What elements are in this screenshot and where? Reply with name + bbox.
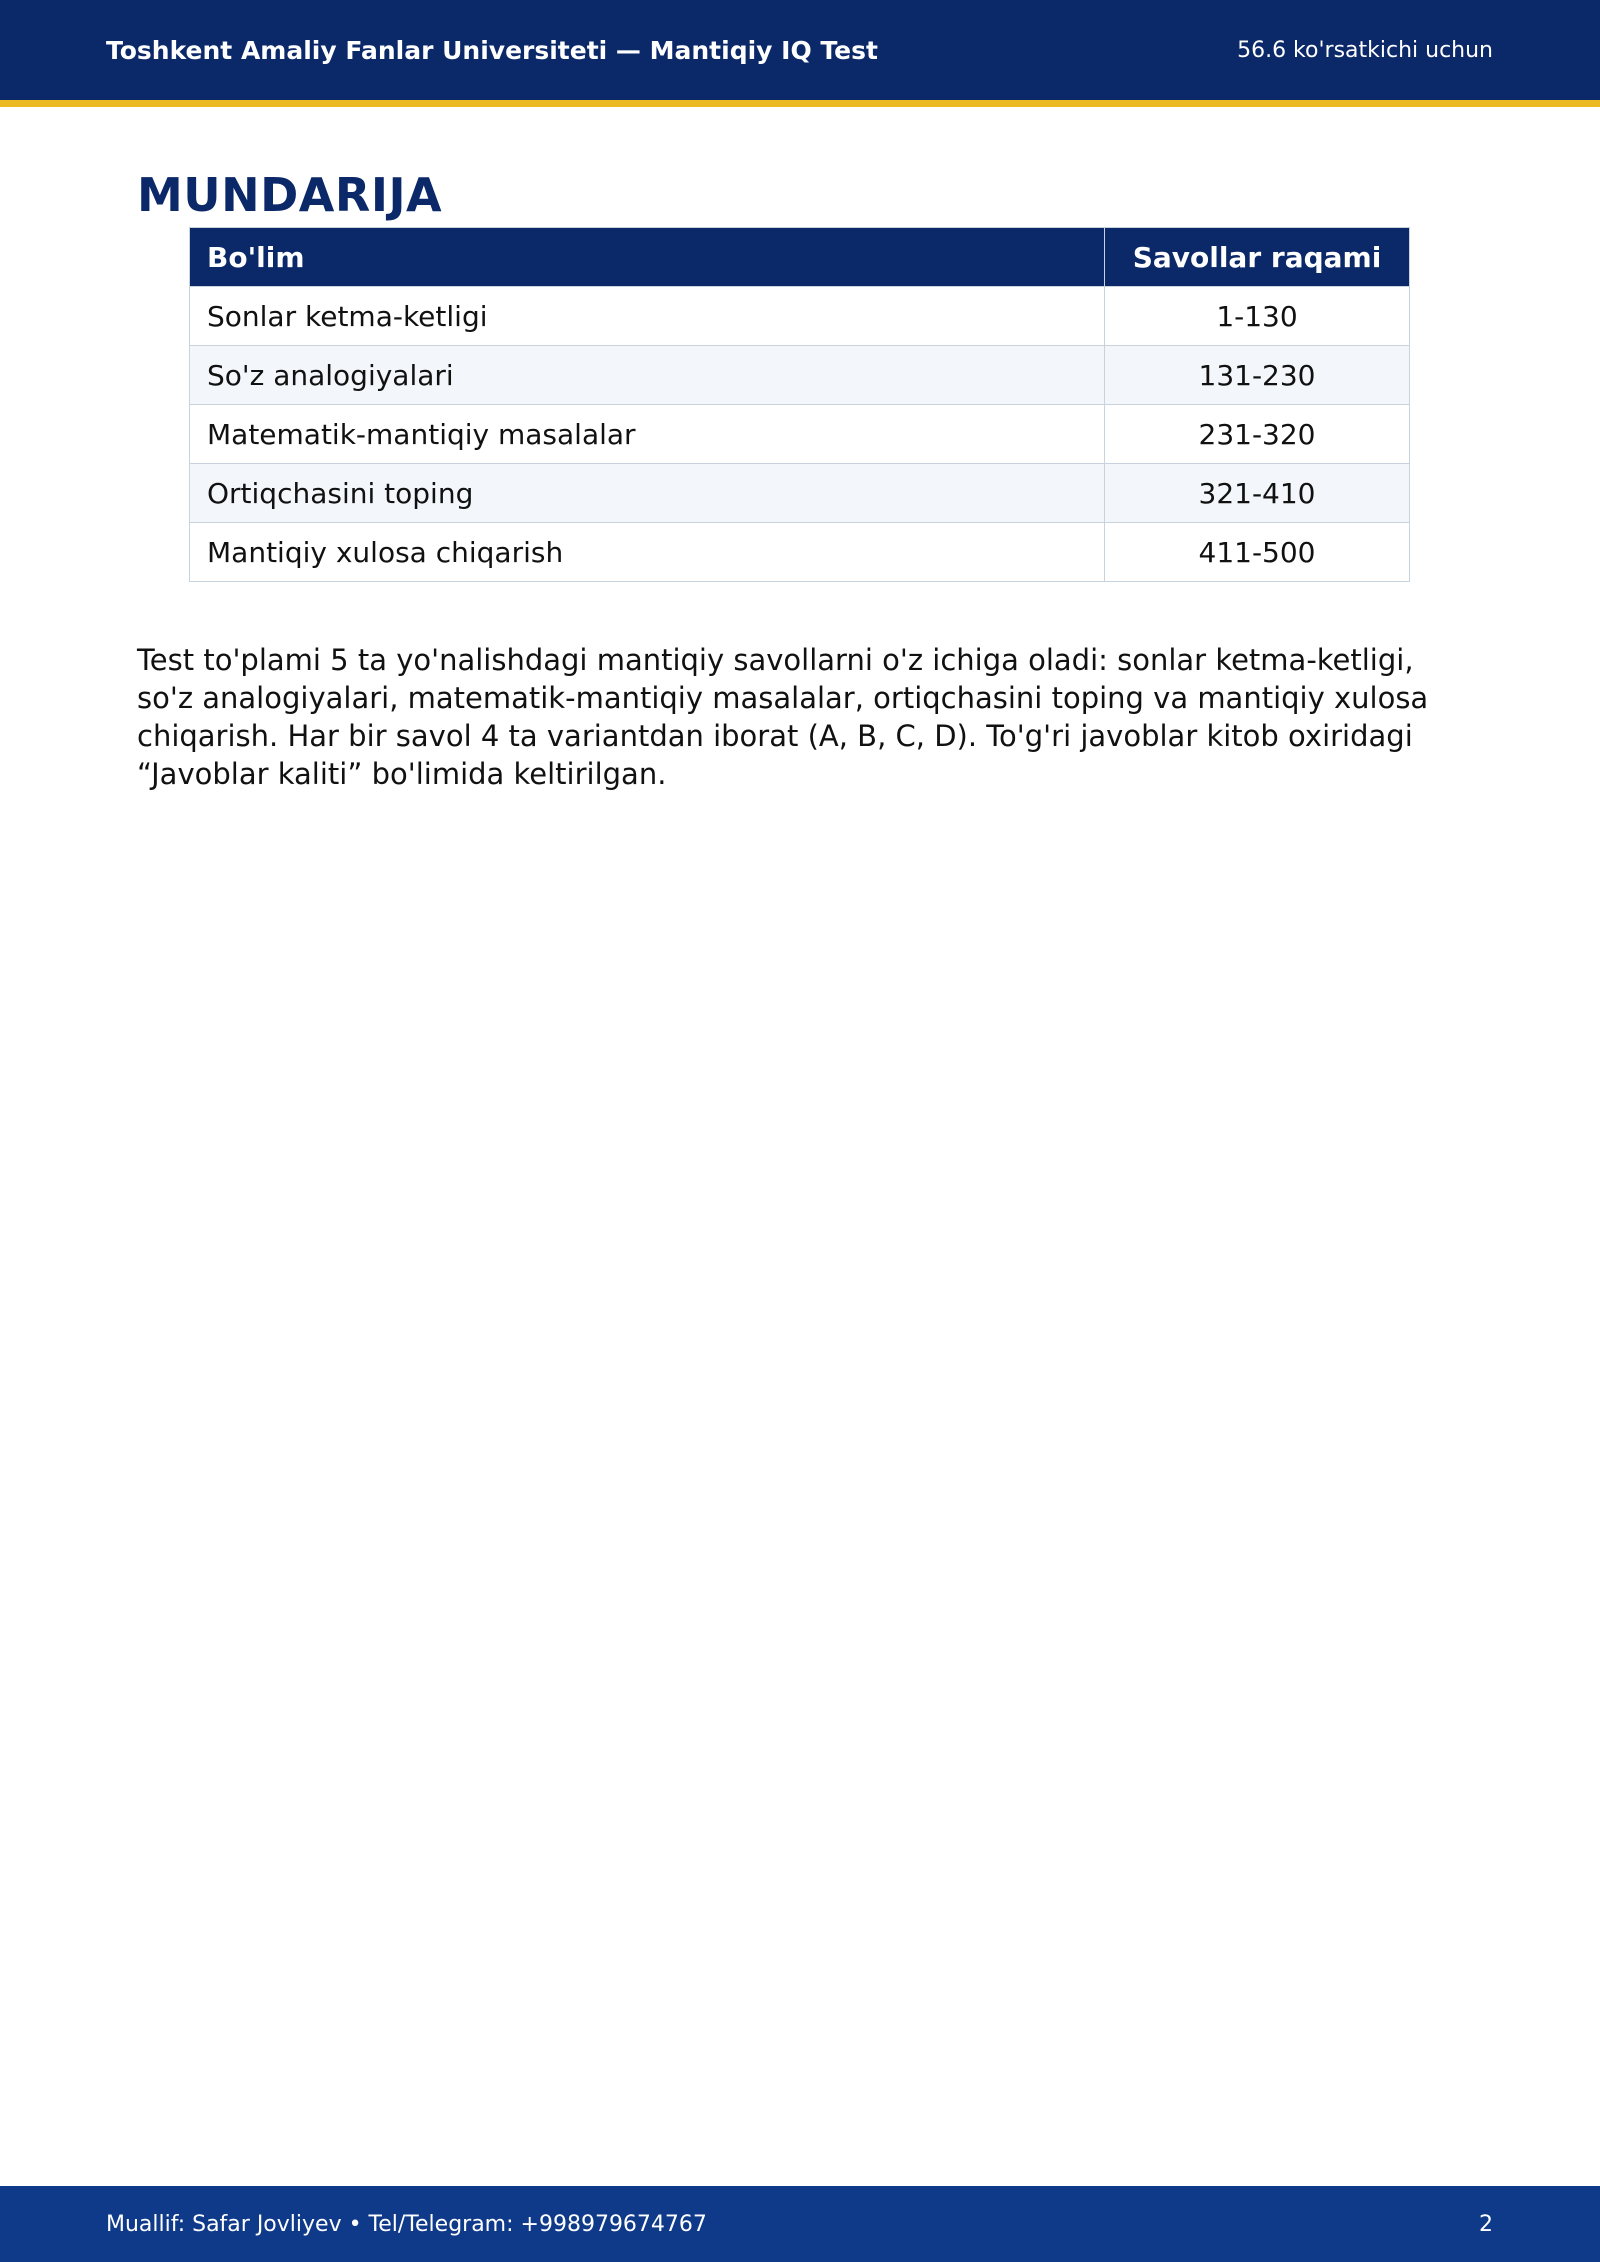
intro-paragraph: Test to'plami 5 ta yo'nalishdagi mantiqiy savollarni o'z ichiga oladi: sonlar ketma-ketligi, so'z analogiyalari, matematik-mantiqiy masalalar, ortiqchasini toping va mantiqiy xulosa chiqarish. Har bir savol 4 ta variantdan iborat (A, B, C, D). To'g'ri javoblar kitob oxiridagi “Javoblar kaliti” bo'limida keltirilgan. — [137, 643, 1429, 791]
question-range: 131-230 — [1105, 346, 1410, 405]
footer-author-contact: Muallif: Safar Jovliyev • Tel/Telegram: +998979674767 — [106, 2211, 707, 2237]
header-edition: 56.6 ko'rsatkichi uchun — [1237, 37, 1493, 63]
column-header-section: Bo'lim — [190, 228, 1105, 287]
question-range: 411-500 — [1105, 523, 1410, 582]
contents-heading: MUNDARIJA — [137, 168, 443, 222]
section-name: Matematik-mantiqiy masalalar — [190, 405, 1105, 464]
table-row — [190, 523, 1410, 582]
section-name: So'z analogiyalari — [190, 346, 1105, 405]
table-row — [190, 405, 1410, 464]
table-row — [190, 287, 1410, 346]
section-name: Sonlar ketma-ketligi — [190, 287, 1105, 346]
contents-table — [189, 227, 1410, 582]
table-row — [190, 464, 1410, 523]
page-footer-band — [0, 2186, 1600, 2262]
question-range: 231-320 — [1105, 405, 1410, 464]
contents-table-header-row — [190, 228, 1410, 287]
question-range: 1-130 — [1105, 287, 1410, 346]
page-header-band — [0, 0, 1600, 100]
header-title: Toshkent Amaliy Fanlar Universiteti — Mantiqiy IQ Test — [106, 35, 878, 65]
column-header-question-range: Savollar raqami — [1105, 228, 1410, 287]
header-accent-rule — [0, 100, 1600, 107]
question-range: 321-410 — [1105, 464, 1410, 523]
section-name: Ortiqchasini toping — [190, 464, 1105, 523]
table-row — [190, 346, 1410, 405]
page-number: 2 — [1479, 2211, 1493, 2237]
section-name: Mantiqiy xulosa chiqarish — [190, 523, 1105, 582]
